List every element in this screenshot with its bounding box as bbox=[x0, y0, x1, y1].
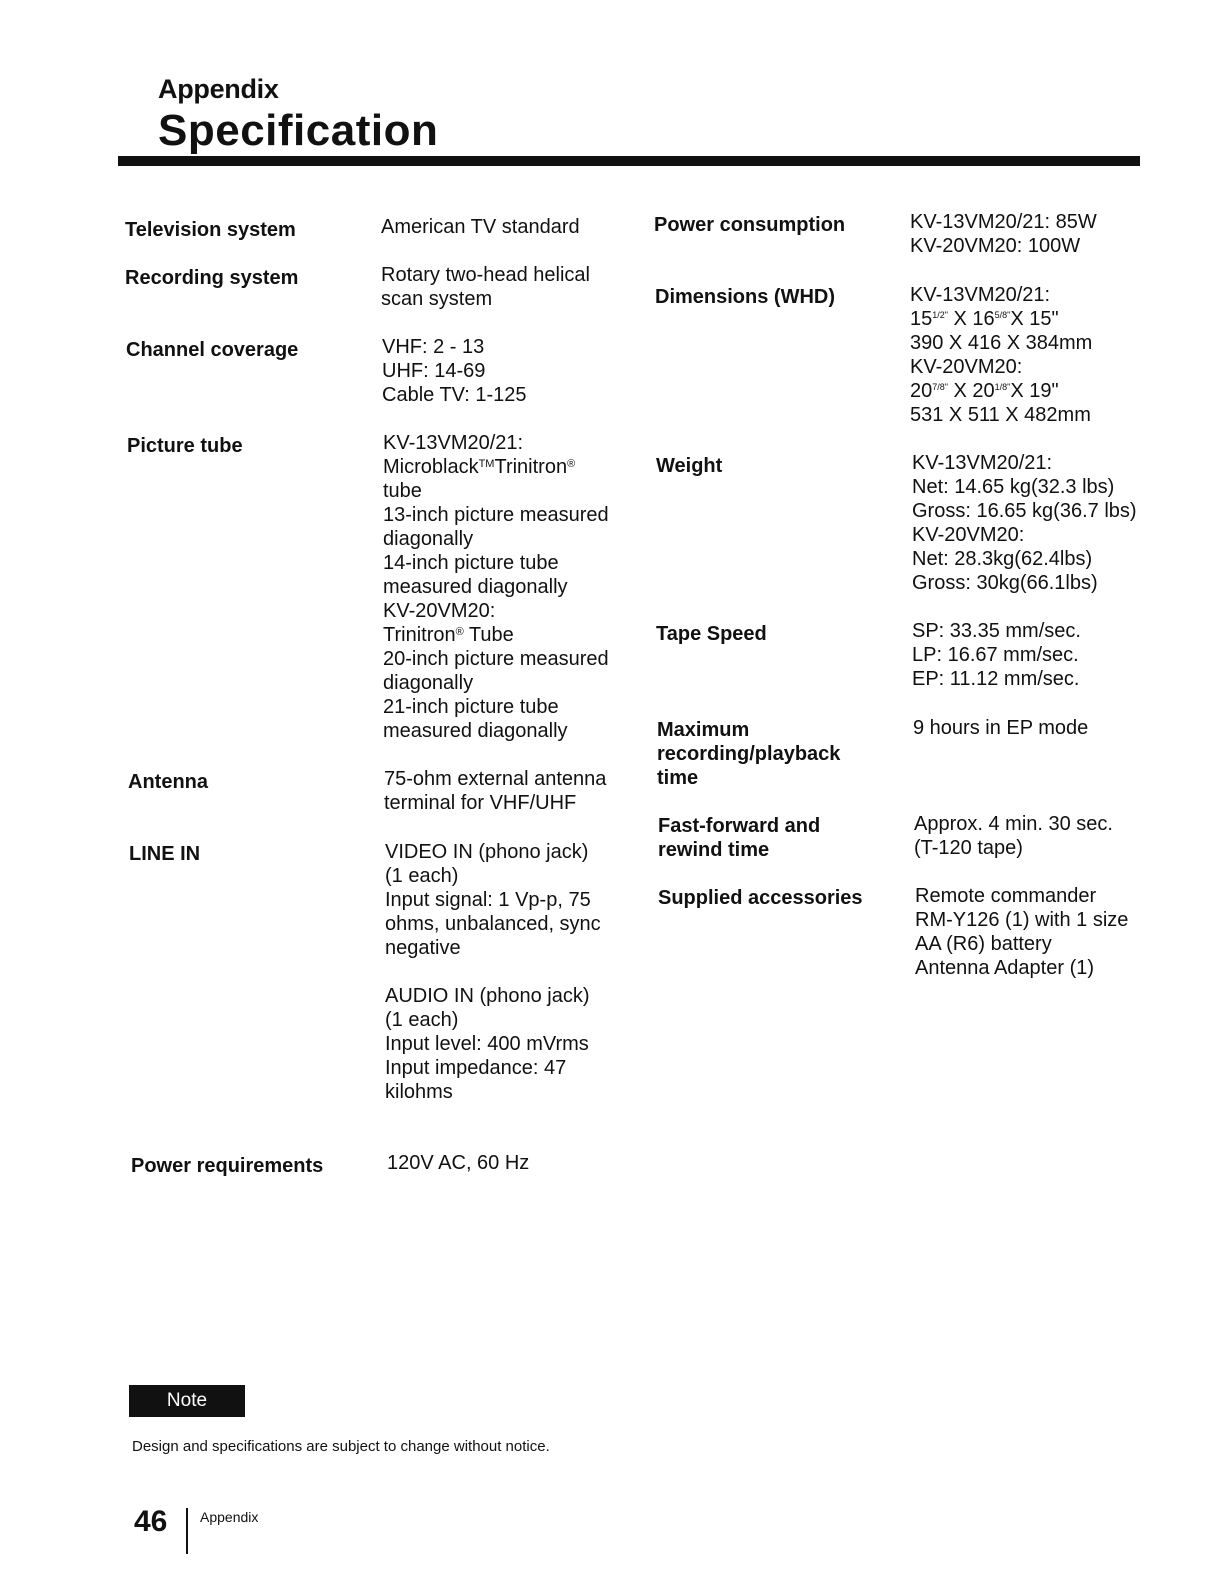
value-accessories: Remote commander RM-Y126 (1) with 1 size AA (R6) battery Antenna Adapter (1) bbox=[915, 885, 1129, 979]
label-television-system: Television system bbox=[125, 219, 296, 241]
section-label: Appendix bbox=[158, 74, 279, 104]
label-power-requirements: Power requirements bbox=[131, 1155, 324, 1177]
page-number: 46 bbox=[134, 1505, 168, 1538]
value-weight: KV-13VM20/21: Net: 14.65 kg(32.3 lbs) Gross: 16.65 kg(36.7 lbs) KV-20VM20: Net: 28.3kg(62.4lbs) Gross: 30kg(66.1lbs) bbox=[912, 452, 1137, 594]
label-dimensions: Dimensions (WHD) bbox=[655, 286, 835, 308]
value-max-time: 9 hours in EP mode bbox=[913, 717, 1089, 739]
value-dimensions: KV-13VM20/21: $15^{1/2"}$ X $16^{5/8"}X$ 15" 390 X 416 X 384mm KV-20VM20: $20^{7/8"}$ X $20^{1/8"}X$ 19" 531 X 511 X 482mm bbox=[910, 284, 1093, 426]
label-picture-tube: Picture tube bbox=[127, 435, 243, 457]
value-power-consumption: KV-13VM20/21: 85W KV-20VM20: 100W bbox=[910, 211, 1097, 257]
note-text: Design and specifications are subject to change without notice. bbox=[132, 1438, 550, 1455]
value-picture-tube: KV-13VM20/21: Microblack™Trinitron® tube 13-inch picture measured diagonally 14-inch picture tube measured diagonally KV-20VM20: Trinitron® Tube 20-inch picture measured diagonally 21-inch picture tube measured diagonally bbox=[383, 432, 609, 742]
label-max-time: Maximum recording/playback time bbox=[657, 719, 841, 789]
label-tape-speed: Tape Speed bbox=[656, 623, 767, 645]
value-channel-coverage: VHF: 2 - 13 UHF: 14-69 Cable TV: 1-125 bbox=[382, 336, 527, 406]
value-power-requirements: 120V AC, 60 Hz bbox=[387, 1152, 530, 1174]
label-antenna: Antenna bbox=[128, 771, 208, 793]
value-television-system: American TV standard bbox=[381, 216, 580, 238]
label-weight: Weight bbox=[656, 455, 723, 477]
value-line-in: VIDEO IN (phono jack) (1 each) Input signal: 1 Vp-p, 75 ohms, unbalanced, sync negative AUDIO IN (phono jack) (1 each) Input level: 400 mVrms Input impedance: 47 kilohms bbox=[385, 841, 601, 1103]
label-power-consumption: Power consumption bbox=[654, 214, 846, 236]
label-ff-rewind: Fast-forward and rewind time bbox=[658, 815, 821, 861]
label-channel-coverage: Channel coverage bbox=[126, 339, 299, 361]
label-accessories: Supplied accessories bbox=[658, 887, 863, 909]
page-title: Specification bbox=[158, 106, 439, 155]
label-line-in: LINE IN bbox=[129, 843, 201, 865]
value-ff-rewind: Approx. 4 min. 30 sec. (T-120 tape) bbox=[914, 813, 1113, 859]
footer-section-label: Appendix bbox=[200, 1509, 259, 1525]
label-recording-system: Recording system bbox=[125, 267, 299, 289]
note-heading: Note bbox=[129, 1385, 245, 1417]
value-tape-speed: SP: 33.35 mm/sec. LP: 16.67 mm/sec. EP: 11.12 mm/sec. bbox=[912, 620, 1081, 690]
title-rule bbox=[118, 156, 1140, 166]
value-antenna: 75-ohm external antenna terminal for VHF/UHF bbox=[384, 768, 607, 814]
value-recording-system: Rotary two-head helical scan system bbox=[381, 264, 590, 310]
footer-divider bbox=[186, 1508, 188, 1554]
